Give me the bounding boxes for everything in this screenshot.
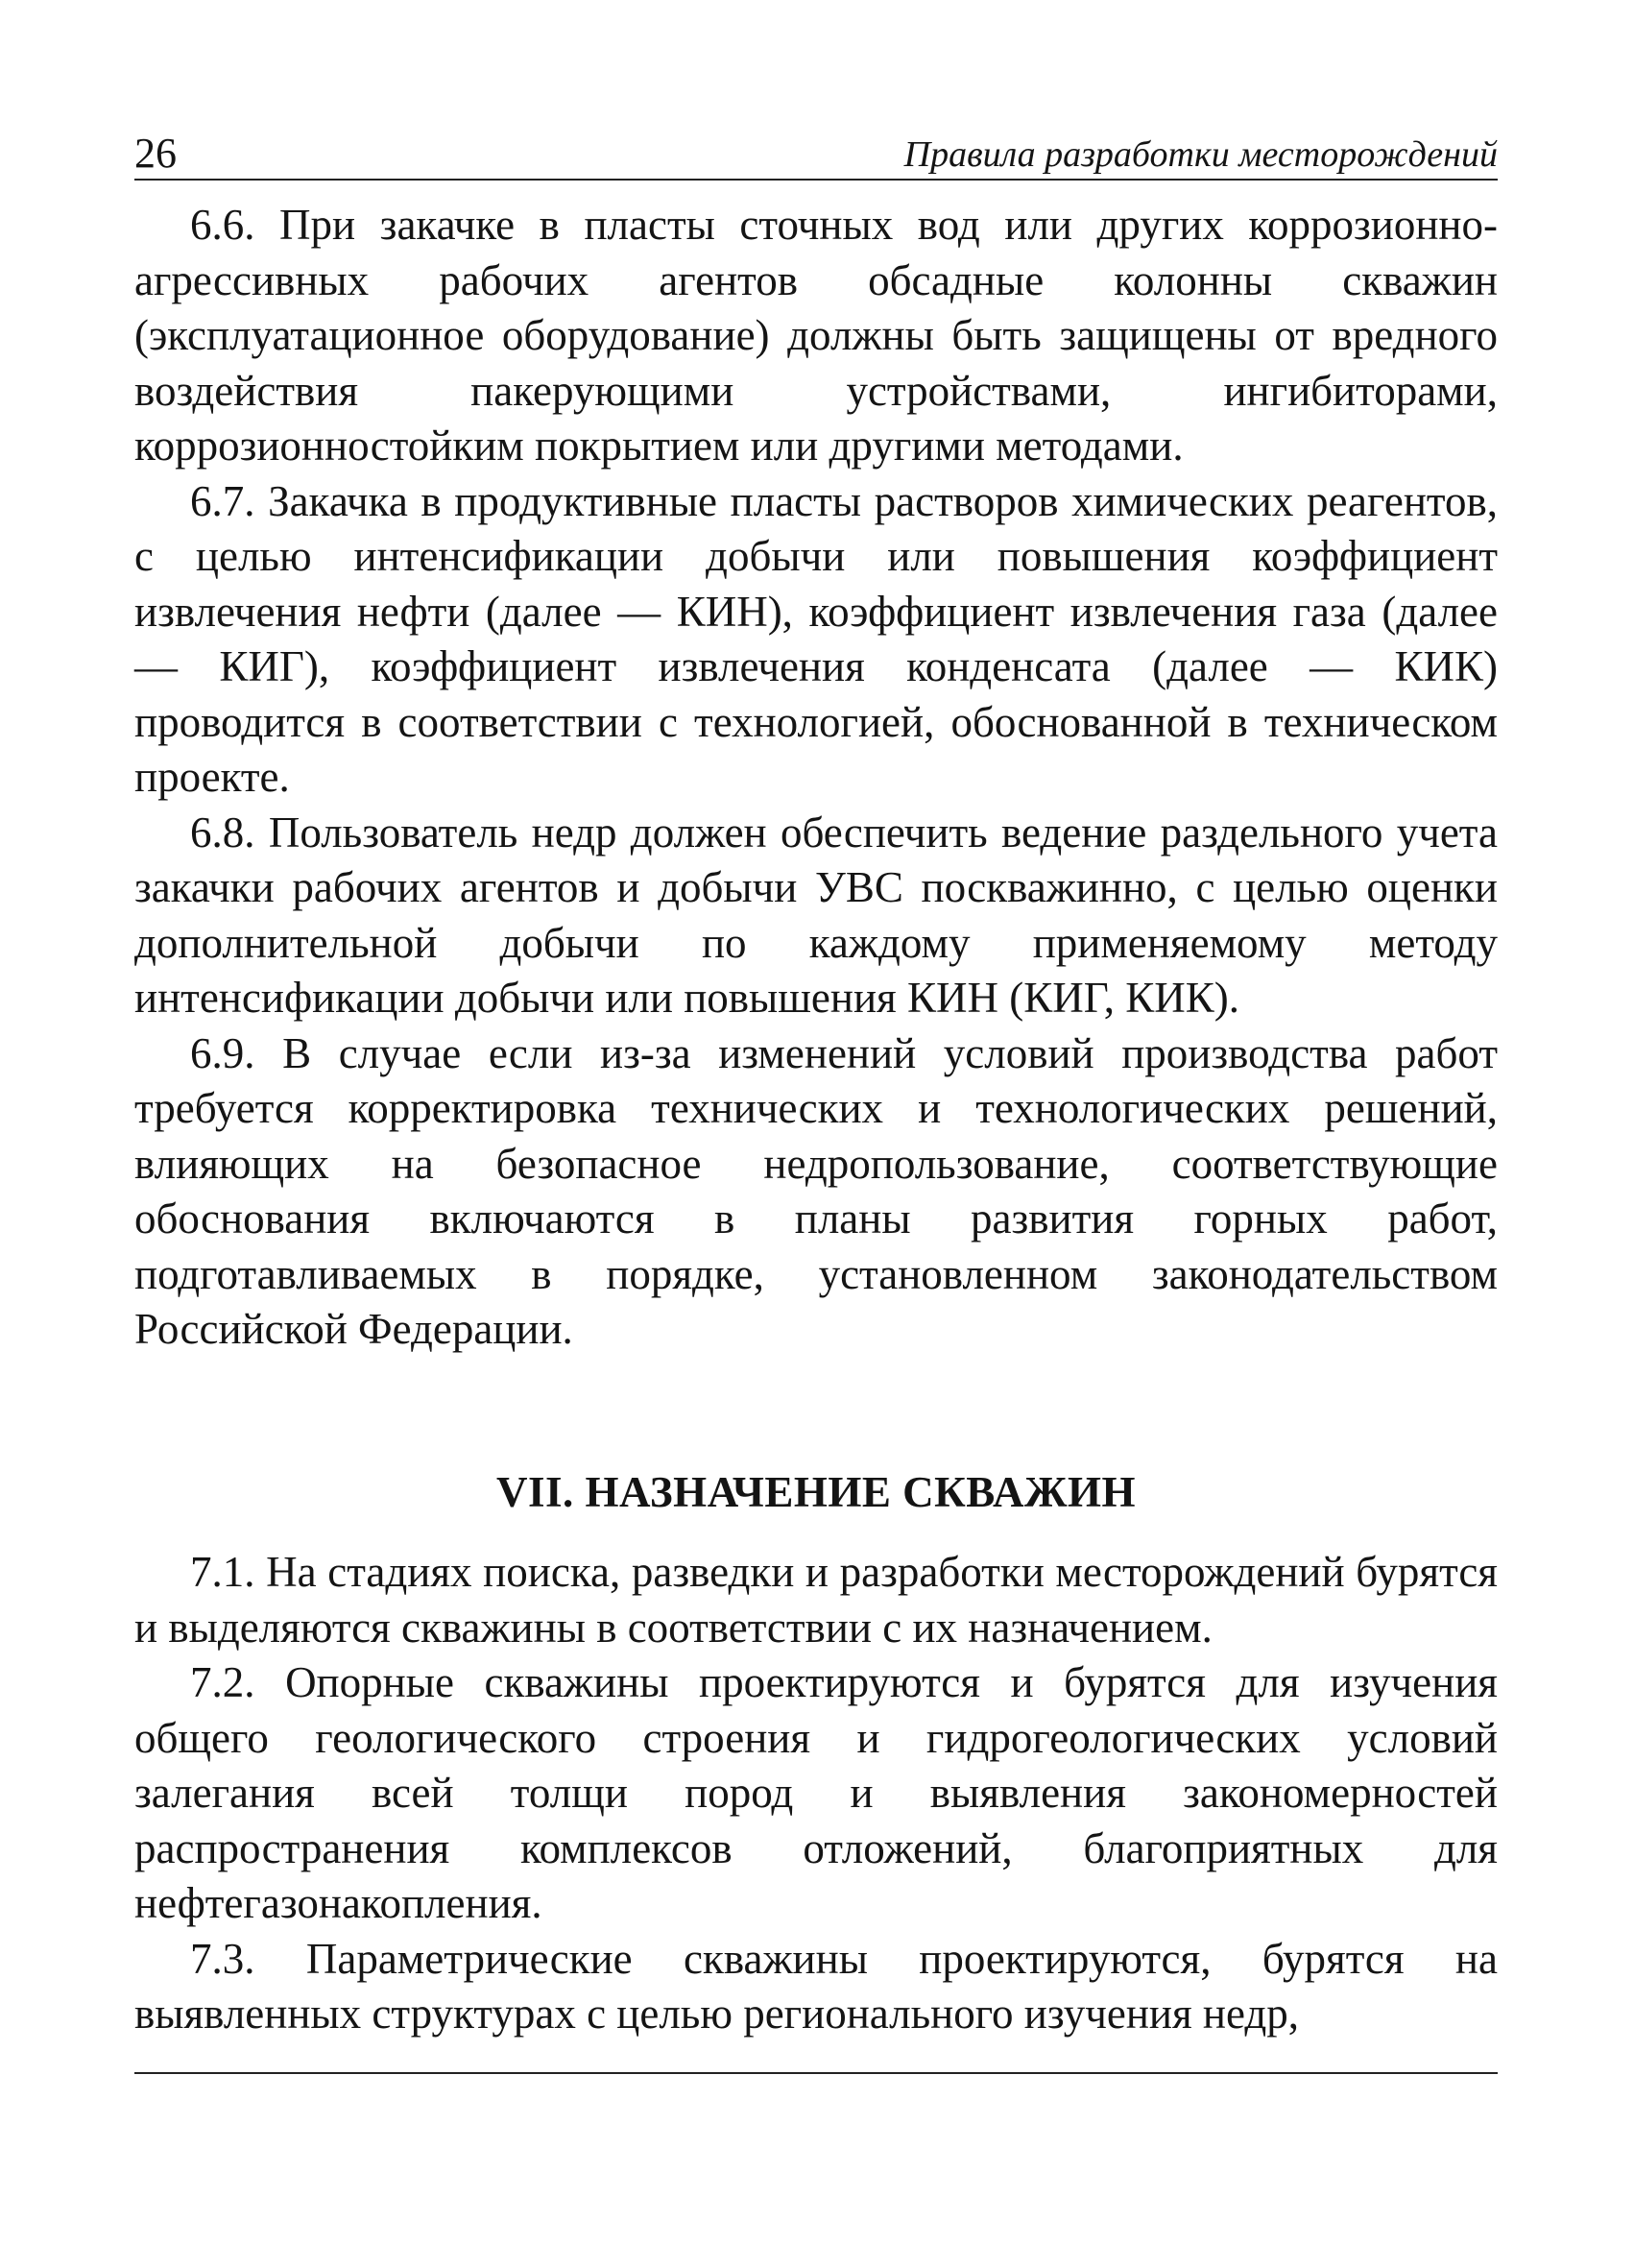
paragraph-7-2: 7.2. Опорные скважины проектируются и бурятся для изучения общего геологического строения и гидрогеологических условий залегания всей толщи пород и выявления закономерностей распространения комплексов отложений, благоприятных для нефтегазонакопления. — [134, 1658, 1498, 1927]
paragraph-6-6: 6.6. При закачке в пласты сточных вод или других коррозионно-агрессивных рабочих агентов обсадные колонны скважин (эксплуатационное оборудование) должны быть защищены от вредного воздействия пакерующими устройствами, ингибиторами, коррозионностойким покрытием или другими методами. — [134, 201, 1498, 470]
paragraph-6-8: 6.8. Пользователь недр должен обеспечить ведение раздельного учета закачки рабочих агентов и добычи УВС поскважинно, с целью оценки дополнительной добычи по каждому применяемому методу интенсификации добычи или повышения КИН (КИГ, КИК). — [134, 808, 1498, 1022]
document-page — [134, 115, 1498, 2042]
section-heading: VII. НАЗНАЧЕНИЕ СКВАЖИН — [496, 1467, 1136, 1516]
page-number: 26 — [134, 130, 177, 177]
footer-rule — [134, 2072, 1498, 2074]
running-header — [134, 115, 1498, 181]
paragraph-6-9: 6.9. В случае если из-за изменений условий производства работ требуется корректировка технических и технологических решений, влияющих на безопасное недропользование, соответствующие обоснования включаются в планы развития горных работ, подготавливаемых в порядке, установленном законодательством Российской Федерации. — [134, 1028, 1498, 1353]
paragraph-7-1: 7.1. На стадиях поиска, разведки и разработки месторождений бурятся и выделяются скважины в соответствии с их назначением. — [134, 1548, 1498, 1652]
paragraph-6-7: 6.7. Закачка в продуктивные пласты растворов химических реагентов, с целью интенсификации добычи или повышения коэффициент извлечения нефти (далее — КИН), коэффициент извлечения газа (далее — КИГ), коэффициент извлечения конденсата (далее — КИК) проводится в соответствии с технологией, обоснованной в техническом проекте. — [134, 476, 1498, 801]
running-title: Правила разработки месторождений — [903, 134, 1498, 175]
paragraph-7-3: 7.3. Параметрические скважины проектируются, бурятся на выявленных структурах с целью регионального изучения недр, — [134, 1934, 1498, 2038]
document-body — [134, 198, 1498, 2042]
